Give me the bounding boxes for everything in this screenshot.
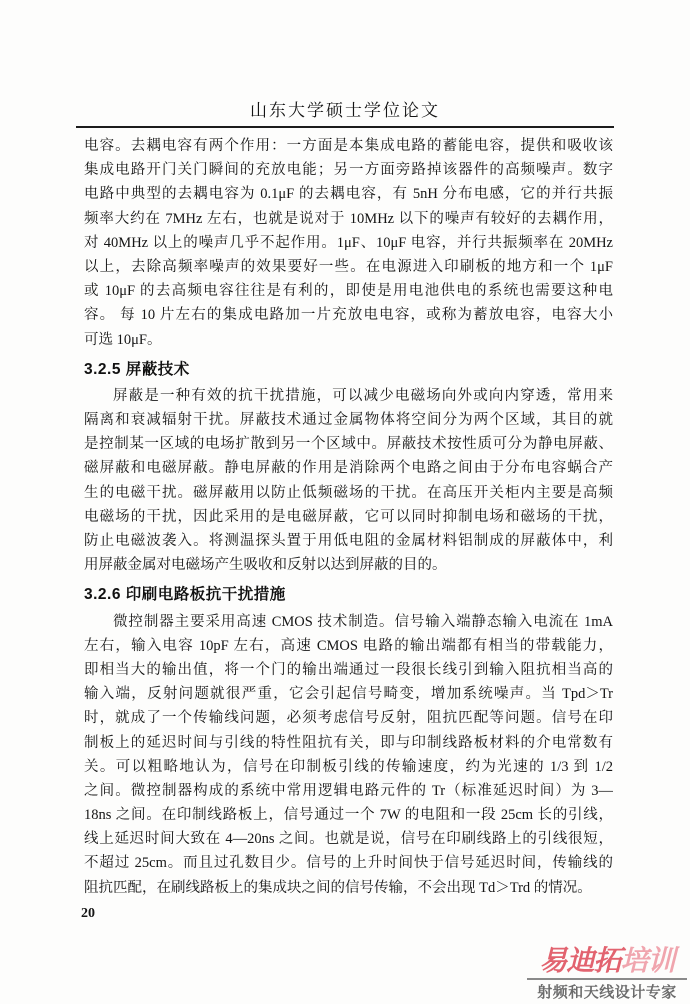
- text-line: 对 40MHz 以上的噪声几乎不起作用。1μF、10μF 电容，并行共振频率在 20MHz: [84, 234, 613, 251]
- text-line: 线上延迟时间大致在 4—20ns 之间。也就是说，信号在印刷线路上的引线很短，: [84, 831, 613, 848]
- text-line: 防止电磁波袭入。将测温探头置于用低电阻的金属材料铝制成的屏蔽体中，利: [84, 533, 613, 549]
- section-heading: 3.2.5 屏蔽技术: [84, 360, 190, 378]
- text-line: 不超过 25cm。而且过孔数目少。信号的上升时间快于信号延迟时间，传输线的: [84, 855, 613, 872]
- document-body: [84, 134, 613, 900]
- text-line: 或 10μF 的去高频电容往往是有利的，即使是用电池供电的系统也需要这种电: [84, 283, 613, 300]
- paragraph: [84, 610, 613, 900]
- watermark: [527, 946, 687, 1002]
- text-line: 电容。去耦电容有两个作用：一方面是本集成电路的蓄能电容，提供和吸收该: [84, 138, 613, 154]
- text-line: 关。可以粗略地认为，信号在印制板引线的传输速度，约为光速的 1/3 到 1/2: [84, 758, 613, 775]
- text-line: 容。 每 10 片左右的集成电路加一片充放电电容，或称为蓄放电容，电容大小: [84, 307, 613, 324]
- header-rule: [76, 126, 614, 128]
- text-line: 电磁场的干扰，因此采用的是电磁屏蔽，它可以同时抑制电场和磁场的干扰，: [84, 508, 613, 525]
- text-line: 阻抗匹配，在刷线路板上的集成块之间的信号传输，不会出现 Td＞Trd 的情况。: [84, 879, 592, 896]
- text-line: 即相当大的输出值，将一个门的输出端通过一段很长线引到输入阻抗相当高的: [84, 661, 613, 678]
- text-line: 集成电路开门关门瞬间的充放电能；另一方面旁路掉该器件的高频噪声。数字: [84, 162, 613, 179]
- text-line: 制板上的延迟时间与引线的特性阻抗有关，即与印制线路板材料的介电常数有: [84, 734, 613, 751]
- text-line: 电路中典型的去耦电容为 0.1μF 的去耦电容，有 5nH 分布电感，它的并行共振: [84, 186, 613, 203]
- text-line: 输入端，反射问题就很严重，它会引起信号畸变，增加系统噪声。当 Tpd＞Tr: [84, 686, 613, 703]
- text-line: 磁屏蔽和电磁屏蔽。静电屏蔽的作用是消除两个电路之间由于分布电容蜗合产: [84, 460, 613, 477]
- section-heading: 3.2.6 印刷电路板抗干扰措施: [84, 586, 286, 604]
- text-line: 频率大约在 7MHz 左右，也就是说对于 10MHz 以下的噪声有较好的去耦作用，: [84, 210, 613, 227]
- watermark-slogan: 射频和天线设计专家: [537, 985, 677, 1001]
- text-line: 时，就成了一个传输线问题，必须考虑信号反射，阻抗匹配等问题。信号在印: [84, 710, 613, 727]
- text-line: 用屏蔽金属对电磁场产生吸收和反射以达到屏蔽的目的。: [84, 557, 447, 574]
- text-line: 左右，输入电容 10pF 左右，高速 CMOS 电路的输出端都有相当的带载能力，: [84, 637, 613, 654]
- paragraph: [84, 384, 613, 578]
- watermark-logo-text-secondary: 培训: [620, 945, 675, 977]
- text-line: 隔离和衰减辐射干扰。屏蔽技术通过金属物体将空间分为两个区域，其目的就: [84, 412, 613, 429]
- text-line: 生的电磁干扰。磁屏蔽用以防止低频磁场的干扰。在高压开关柜内主要是高频: [84, 484, 613, 501]
- page-number: 20: [81, 906, 95, 921]
- text-line: 屏蔽是一种有效的抗干扰措施，可以减少电磁场向外或向内穿透，常用来: [113, 387, 613, 404]
- text-line: 以上，去除高频率噪声的效果要好一些。在电源进入印刷板的地方和一个 1μF: [84, 258, 613, 275]
- page-header-title: 山东大学硕士学位论文: [250, 101, 440, 120]
- watermark-logo-text-primary: 易迪拓: [539, 945, 621, 977]
- watermark-logo: [527, 946, 687, 980]
- text-line: 之间。微控制器构成的系统中常用逻辑电路元件的 Tr（标准延迟时间）为 3—: [84, 782, 613, 799]
- text-line: 微控制器主要采用高速 CMOS 技术制造。信号输入端静态输入电流在 1mA: [113, 613, 613, 630]
- text-line: 可选 10μF。: [84, 331, 162, 348]
- paragraph: [84, 134, 613, 352]
- text-line: 18ns 之间。在印制线路板上，信号通过一个 7W 的电阻和一段 25cm 长的引线，: [84, 807, 613, 824]
- text-line: 是控制某一区域的电场扩散到另一个区域中。屏蔽技术按性质可分为静电屏蔽、: [84, 436, 613, 453]
